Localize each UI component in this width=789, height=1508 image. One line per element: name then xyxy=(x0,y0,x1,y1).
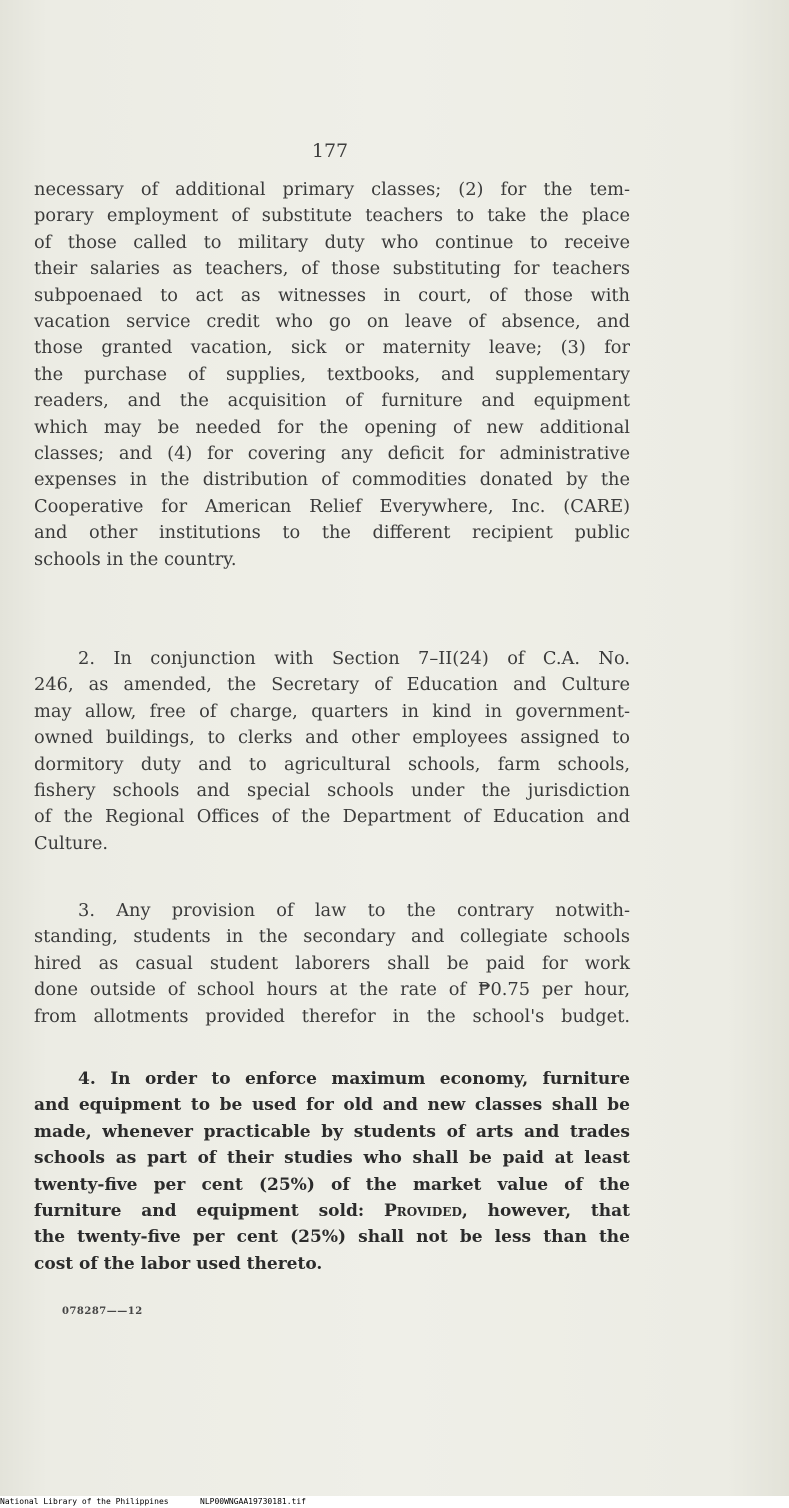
text-line: the purchase of supplies, textbooks, and supplementary xyxy=(34,363,630,385)
text-line: hired as casual student laborers shall be paid for work xyxy=(34,952,630,974)
text-line: owned buildings, to clerks and other employees assigned to xyxy=(34,727,630,749)
text-line: made, whenever practicable by students of arts and trades xyxy=(34,1121,630,1142)
text-line: porary employment of substitute teachers to take the place xyxy=(34,205,630,227)
text-line: Culture. xyxy=(34,832,109,854)
text-line: schools as part of their studies who shall be paid at least xyxy=(34,1148,630,1169)
text-line: and equipment to be used for old and new classes shall be xyxy=(34,1095,630,1116)
text-line-provided xyxy=(34,1198,630,1224)
text-fragment: furniture and equipment sold: xyxy=(34,1201,365,1222)
text-line: subpoenaed to act as witnesses in court, of those with xyxy=(34,284,630,306)
paragraph-continuation xyxy=(34,177,630,573)
page-number: 177 xyxy=(311,140,349,162)
text-line: fishery schools and special schools under the jurisdiction xyxy=(34,780,630,802)
text-line: the twenty-five per cent (25%) shall not be less than the xyxy=(34,1227,630,1248)
text-line: of those called to military duty who continue to receive xyxy=(34,231,630,253)
text-line: 2. In conjunction with Section 7–II(24) of C.A. No. xyxy=(78,648,630,669)
text-line: may allow, free of charge, quarters in kind in government- xyxy=(34,700,630,722)
scan-footer xyxy=(0,1496,789,1508)
text-line: those granted vacation, sick or maternity leave; (3) for xyxy=(34,337,630,359)
paragraph-section-2 xyxy=(34,646,630,857)
text-line: expenses in the distribution of commodities donated by the xyxy=(34,469,630,491)
paragraph-section-3 xyxy=(34,898,630,1030)
text-line: standing, students in the secondary and collegiate schools xyxy=(34,926,630,948)
text-line: which may be needed for the opening of new additional xyxy=(34,416,630,438)
text-line: readers, and the acquisition of furniture and equipment xyxy=(34,390,630,412)
text-line: classes; and (4) for covering any deficit for administrative xyxy=(34,443,630,465)
text-line: schools in the country. xyxy=(34,548,237,570)
text-line: from allotments provided therefor in the school's budget. xyxy=(34,1005,630,1027)
text-line: their salaries as teachers, of those substituting for teachers xyxy=(34,258,630,280)
text-line: dormitory duty and to agricultural schools, farm schools, xyxy=(34,753,630,775)
file-name: NLP00WNGAA19730181.tif xyxy=(200,1497,306,1506)
text-line: done outside of school hours at the rate of ₱0.75 per hour, xyxy=(34,979,630,1001)
provided-keyword: Provided, xyxy=(383,1201,468,1222)
library-name: National Library of the Philippines xyxy=(0,1497,169,1506)
text-line: 3. Any provision of law to the contrary notwith- xyxy=(78,900,630,921)
text-line: 246, as amended, the Secretary of Education and Culture xyxy=(34,674,630,696)
text-line: necessary of additional primary classes; (2) for the tem- xyxy=(34,179,630,200)
print-code: 078287——12 xyxy=(62,1306,143,1317)
text-line: 4. In order to enforce maximum economy, furniture xyxy=(78,1069,630,1089)
text-line: and other institutions to the different recipient public xyxy=(34,522,630,544)
text-line: cost of the labor used thereto. xyxy=(34,1253,323,1274)
text-line: of the Regional Offices of the Department of Education and xyxy=(34,806,630,828)
text-fragment: however, that xyxy=(487,1201,630,1222)
text-line: Cooperative for American Relief Everywhere, Inc. (CARE) xyxy=(34,495,630,517)
text-line: vacation service credit who go on leave of absence, and xyxy=(34,311,630,333)
text-line: twenty-five per cent (25%) of the market value of the xyxy=(34,1174,630,1195)
paragraph-section-4 xyxy=(34,1066,630,1277)
